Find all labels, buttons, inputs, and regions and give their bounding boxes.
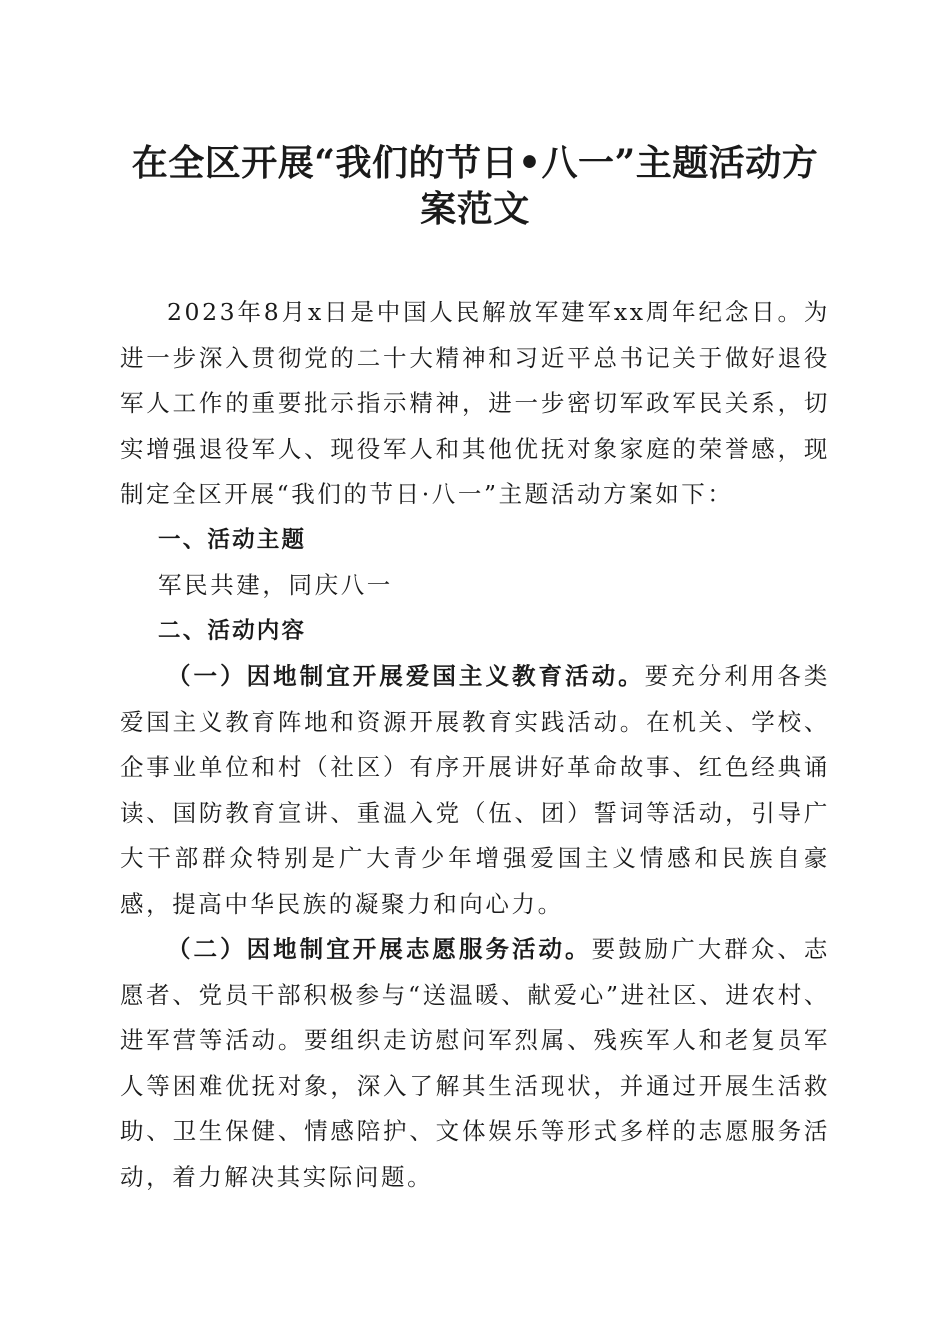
section-heading-theme: 一、活动主题 [158,526,307,553]
intro-paragraph: 2023年8月x日是中国人民解放军建军xx周年纪念日。为进一步深入贯彻党的二十大精神和习近平总书记关于做好退役军人工作的重要批示指示精神，进一步密切军政军民关系，切实增强退役军人、现役军人和其他优抚对象家庭的荣誉感，现制定全区开展“我们的节日·八一”主题活动方案如下： [120,298,830,508]
title-line-1: 在全区开展“我们的节日•八一”主题活动方 [131,142,819,184]
theme-text: 军民共建，同庆八一 [158,571,393,599]
document-body [120,290,830,1200]
section-heading-content: 二、活动内容 [158,617,307,644]
content-item-1 [120,654,830,927]
content-item-2-text: 要鼓励广大群众、志愿者、党员干部积极参与“送温暖、献爱心”进社区、进农村、进军营等活动。要组织走访慰问军烈属、残疾军人和老复员军人等困难优抚对象，深入了解其生活现状，并通过开展生活救助、卫生保健、情感陪护、文体娱乐等形式多样的志愿服务活动，着力解决其实际问题。 [120,935,830,1191]
title-line-2: 案范文 [420,188,530,230]
content-item-1-text: 要充分利用各类爱国主义教育阵地和资源开展教育实践活动。在机关、学校、企事业单位和村（社区）有序开展讲好革命故事、红色经典诵读、国防教育宣讲、重温入党（伍、团）誓词等活动，引导广大干部群众特别是广大青少年增强爱国主义情感和民族自豪感，提高中华民族的凝聚力和向心力。 [120,662,830,918]
document-title [120,140,830,232]
content-item-1-lead: （一）因地制宜开展爱国主义教育活动。 [167,662,645,690]
content-item-2-lead: （二）因地制宜开展志愿服务活动。 [167,935,592,963]
content-item-2 [120,927,830,1200]
